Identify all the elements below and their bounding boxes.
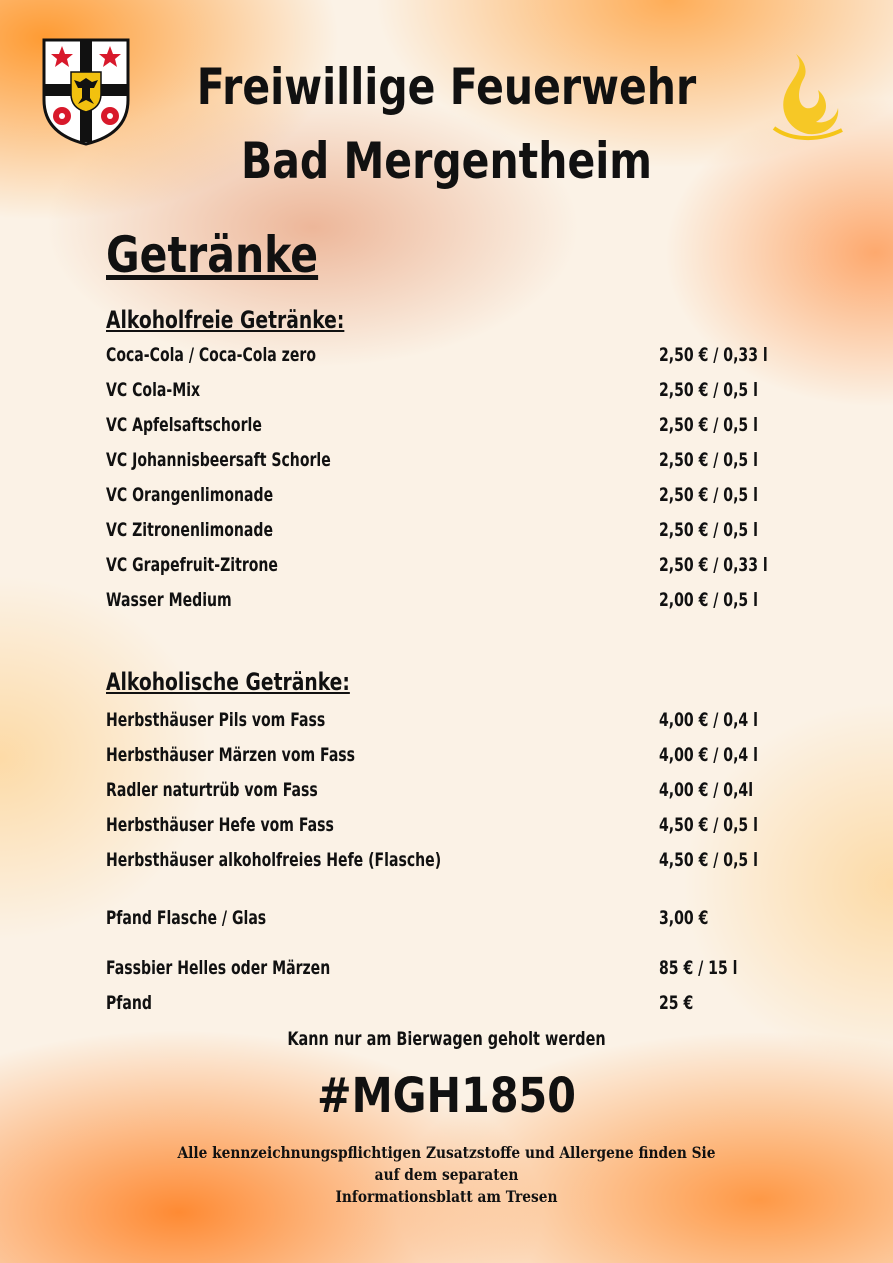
menu-item — [106, 709, 806, 733]
menu-item — [106, 554, 806, 578]
menu-item — [106, 449, 806, 473]
menu-item — [106, 344, 806, 368]
menu-item — [106, 414, 806, 438]
hashtag: #MGH1850 — [317, 1068, 576, 1124]
keg-row — [106, 957, 806, 981]
section-title-alcoholic: Alkoholische Getränke: — [106, 668, 350, 696]
keg-name: Fassbier Helles oder Märzen — [106, 957, 331, 979]
item-name: Herbsthäuser alkoholfreies Hefe (Flasche) — [106, 849, 442, 871]
menu-item — [106, 379, 806, 403]
title-line-2: Bad Mergentheim — [240, 132, 653, 190]
title-line-1: Freiwillige Feuerwehr — [196, 58, 697, 116]
item-price: 2,50 € / 0,5 l — [659, 484, 758, 506]
item-price: 2,50 € / 0,5 l — [659, 449, 758, 471]
item-price: 4,00 € / 0,4 l — [659, 744, 758, 766]
item-name: VC Zitronenlimonade — [106, 519, 274, 541]
item-price: 2,50 € / 0,33 l — [659, 344, 768, 366]
menu-item — [106, 484, 806, 508]
keg-price: 85 € / 15 l — [659, 957, 738, 979]
item-price: 4,00 € / 0,4 l — [659, 709, 758, 731]
footer-line-1: Alle kennzeichnungspflichtigen Zusatzstoffe und Allergene finden Sie auf dem separaten — [177, 1143, 716, 1184]
item-price: 2,50 € / 0,5 l — [659, 519, 758, 541]
deposit-price: 3,00 € — [659, 907, 709, 929]
item-price: 2,50 € / 0,33 l — [659, 554, 768, 576]
item-price: 2,00 € / 0,5 l — [659, 589, 758, 611]
item-name: Herbsthäuser Märzen vom Fass — [106, 744, 356, 766]
item-name: Herbsthäuser Pils vom Fass — [106, 709, 326, 731]
section-title-nonalcoholic: Alkoholfreie Getränke: — [106, 306, 345, 334]
keg-deposit-name: Pfand — [106, 992, 152, 1014]
keg-deposit-price: 25 € — [659, 992, 694, 1014]
menu-item — [106, 589, 806, 613]
item-name: VC Apfelsaftschorle — [106, 414, 262, 436]
deposit-row — [106, 907, 806, 931]
keg-note: Kann nur am Bierwagen geholt werden — [287, 1028, 606, 1050]
item-name: VC Cola-Mix — [106, 379, 201, 401]
item-name: Radler naturtrüb vom Fass — [106, 779, 318, 801]
page-heading: Getränke — [106, 226, 319, 284]
deposit-name: Pfand Flasche / Glas — [106, 907, 267, 929]
item-price: 4,00 € / 0,4l — [659, 779, 754, 801]
item-name: VC Orangenlimonade — [106, 484, 274, 506]
item-name: VC Johannisbeersaft Schorle — [106, 449, 331, 471]
menu-item — [106, 744, 806, 768]
item-price: 2,50 € / 0,5 l — [659, 414, 758, 436]
footer-line-2: Informationsblatt am Tresen — [335, 1187, 558, 1206]
item-name: Herbsthäuser Hefe vom Fass — [106, 814, 334, 836]
menu-item — [106, 849, 806, 873]
menu-item — [106, 519, 806, 543]
keg-deposit-row — [106, 992, 806, 1016]
item-name: Coca-Cola / Coca-Cola zero — [106, 344, 316, 366]
item-name: Wasser Medium — [106, 589, 232, 611]
allergen-footer — [166, 1142, 728, 1208]
item-name: VC Grapefruit-Zitrone — [106, 554, 278, 576]
item-price: 2,50 € / 0,5 l — [659, 379, 758, 401]
menu-item — [106, 814, 806, 838]
item-price: 4,50 € / 0,5 l — [659, 814, 758, 836]
menu-item — [106, 779, 806, 803]
item-price: 4,50 € / 0,5 l — [659, 849, 758, 871]
